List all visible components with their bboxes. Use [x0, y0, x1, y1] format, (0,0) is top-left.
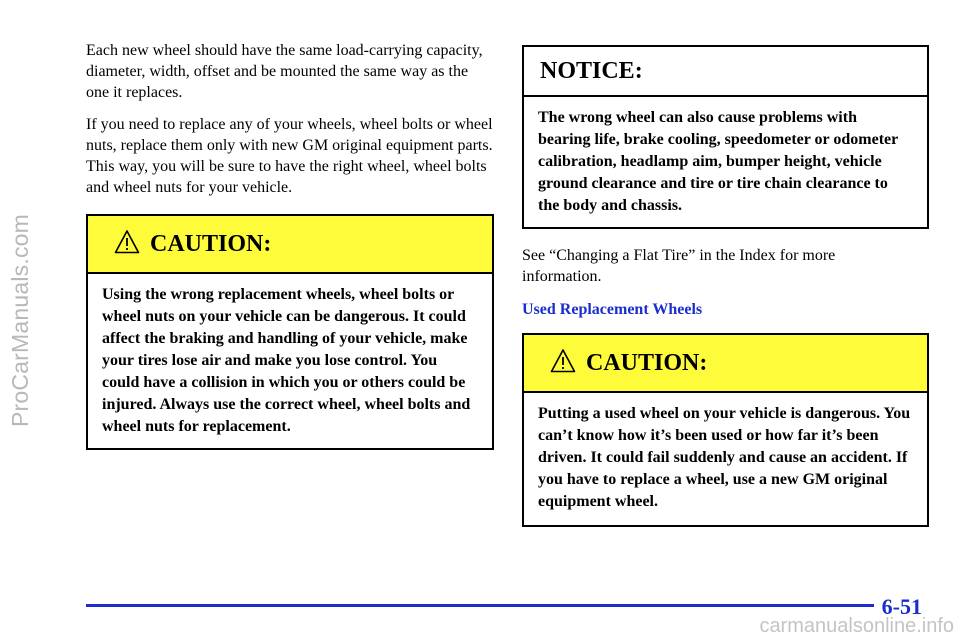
caution-text: Putting a used wheel on your vehicle is dangerous. You can’t know how it’s been used or how far it’s been driven. It could fail suddenly and cause an accident. If you have to replace a wheel, use a new GM original equipment wheel.: [538, 405, 911, 510]
caution-header: [88, 216, 492, 274]
warning-triangle-icon: [550, 348, 576, 374]
section-heading-used-wheels: Used Replacement Wheels: [522, 301, 703, 318]
caution-box-wrong-wheels: [86, 214, 494, 450]
warning-triangle-icon: [114, 229, 140, 255]
paragraph-replace-parts: If you need to replace any of your wheels, wheel bolts or wheel nuts, replace them only with new GM original equipment parts. This way, you will be sure to have the right wheel, wheel bolts and wheel nuts for your vehicle.: [86, 116, 493, 196]
watermark-bottom: carmanualsonline.info: [759, 615, 954, 637]
caution-title: CAUTION:: [150, 230, 272, 257]
caution-text: Using the wrong replacement wheels, wheel bolts or wheel nuts on your vehicle can be dangerous. It could affect the braking and handling of your vehicle, make your tires lose air and make you lose control. You could have a collision in which you or others could be injured. Always use the correct wheel, wheel bolts and wheel nuts for replacement.: [102, 286, 471, 435]
paragraph-wheel-specs: Each new wheel should have the same load‑carrying capacity, diameter, width, offset and be mounted the same way as the one it replaces.: [86, 42, 483, 101]
page-number: 6-51: [874, 594, 922, 620]
watermark-left-text: ProCarManuals.com: [7, 213, 34, 427]
footer-rule: [86, 604, 920, 607]
paragraph-see-index: See “Changing a Flat Tire” in the Index for more information.: [522, 247, 836, 285]
watermark-left: [6, 40, 36, 600]
notice-text: The wrong wheel can also cause problems with bearing life, brake cooling, speedometer or odometer calibration, headlamp aim, bumper height, vehicle ground clearance and tire or tire chain clearance to the body and chassis.: [538, 109, 898, 214]
caution-header: [524, 335, 927, 393]
notice-title: NOTICE:: [540, 57, 643, 84]
left-column: [86, 40, 494, 450]
notice-header: [524, 47, 927, 97]
notice-box: [522, 45, 929, 229]
caution-box-used-wheels: [522, 333, 929, 527]
right-column: [522, 45, 929, 527]
caution-title: CAUTION:: [586, 349, 708, 376]
